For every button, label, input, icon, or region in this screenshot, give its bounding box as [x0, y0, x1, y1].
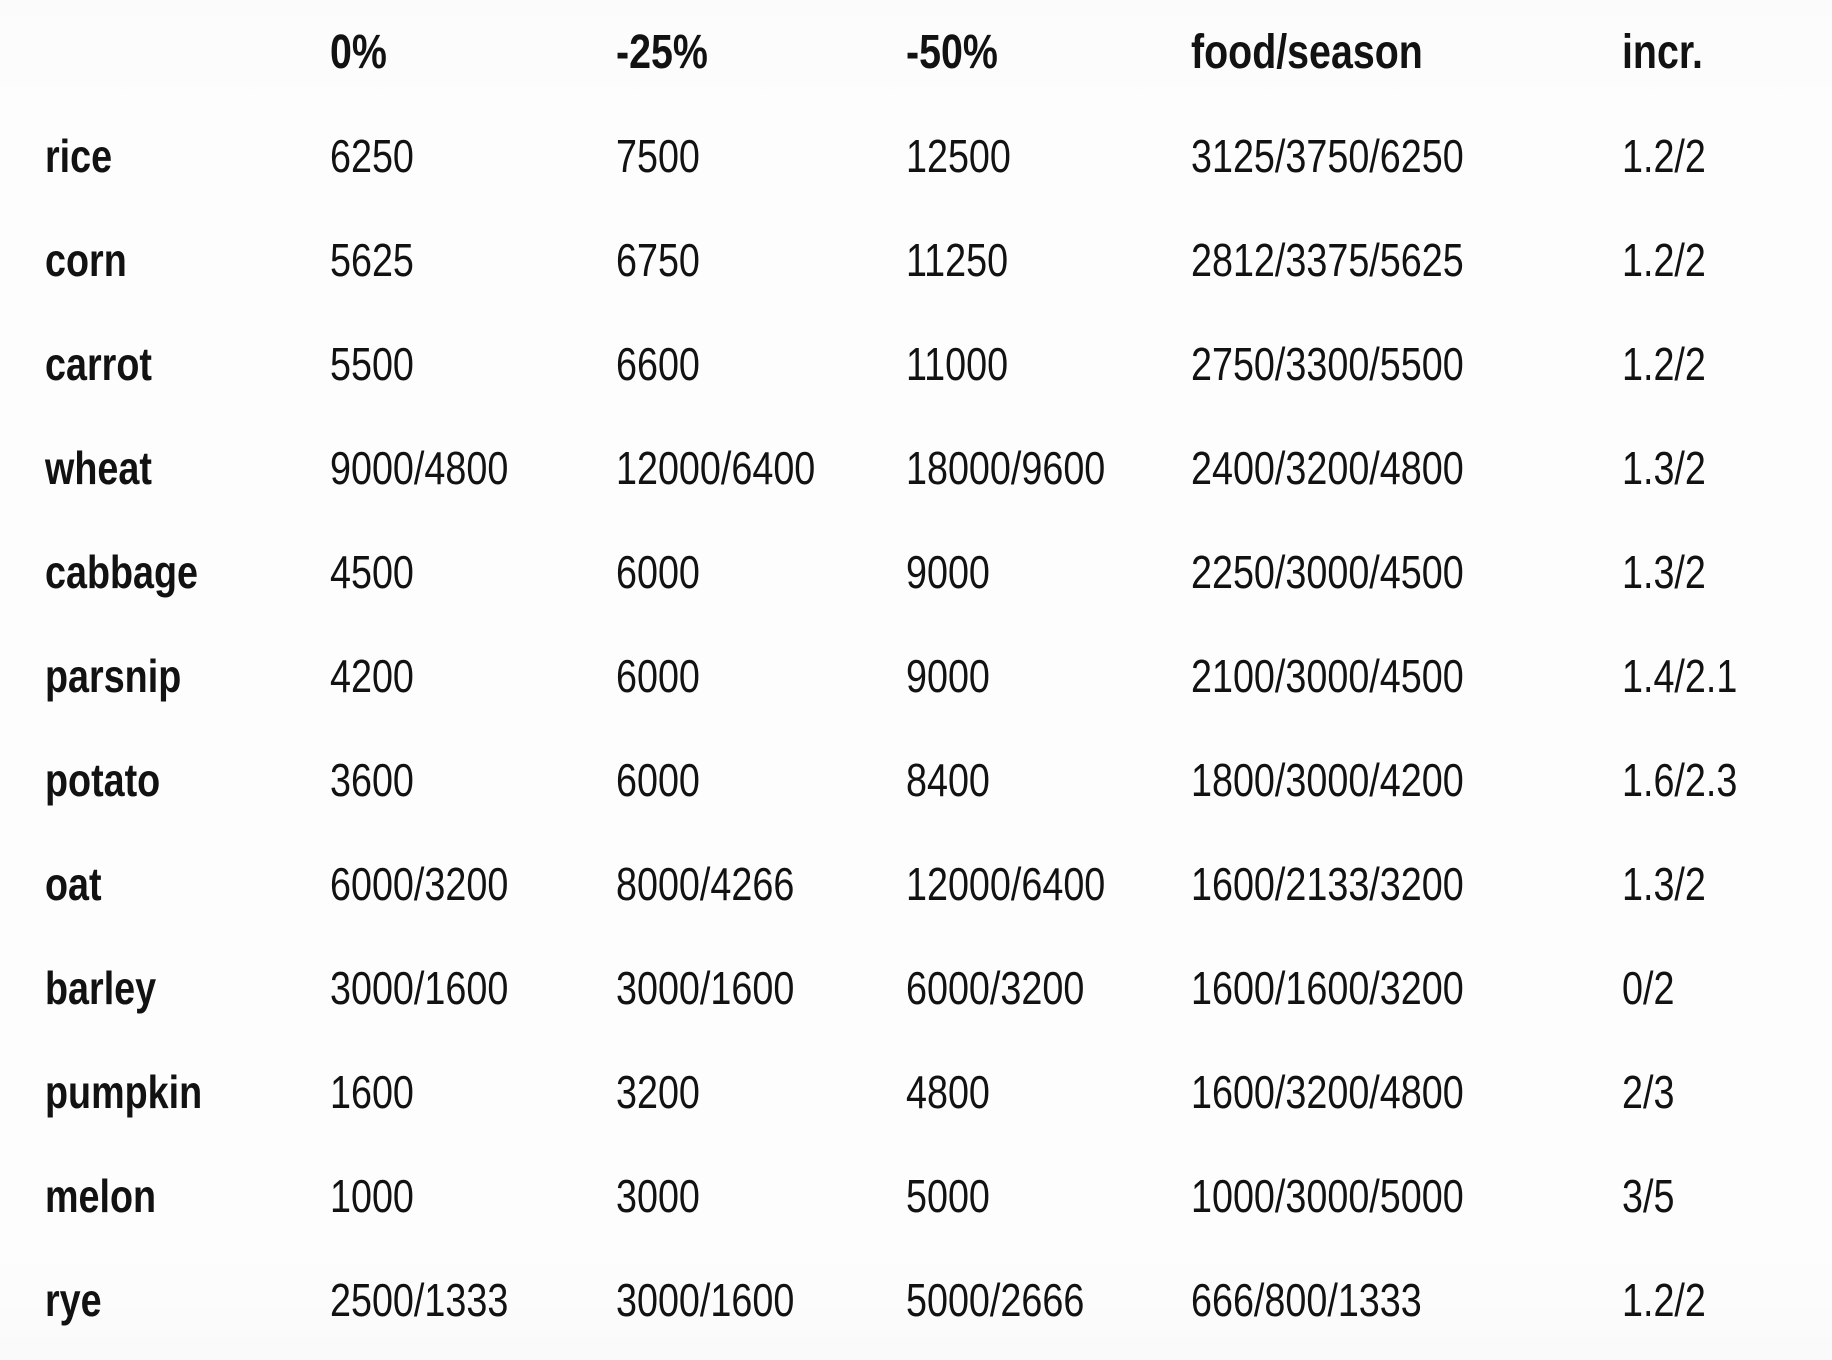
- cell-cabbage-0pct: 4500: [330, 546, 414, 598]
- cell-wheat-incr: 1.3/2: [1622, 442, 1706, 494]
- cell-barley-0pct: 3000/1600: [330, 962, 509, 1014]
- row-label-pumpkin: pumpkin: [45, 1066, 203, 1118]
- cell-pumpkin-minus50pct: 4800: [906, 1066, 990, 1118]
- cell-potato-minus50pct: 8400: [906, 754, 990, 806]
- cell-oat-food-season: 1600/2133/3200: [1191, 858, 1464, 910]
- row-label-wheat: wheat: [45, 442, 152, 494]
- row-label-barley: barley: [45, 962, 157, 1014]
- cell-barley-incr: 0/2: [1622, 962, 1675, 1014]
- cell-pumpkin-incr: 2/3: [1622, 1066, 1675, 1118]
- cell-melon-food-season: 1000/3000/5000: [1191, 1170, 1464, 1222]
- cell-corn-0pct: 5625: [330, 234, 414, 286]
- cell-potato-food-season: 1800/3000/4200: [1191, 754, 1464, 806]
- cell-parsnip-food-season: 2100/3000/4500: [1191, 650, 1464, 702]
- row-label-carrot: carrot: [45, 338, 152, 390]
- cell-rye-minus25pct: 3000/1600: [616, 1274, 795, 1326]
- cell-potato-0pct: 3600: [330, 754, 414, 806]
- cell-barley-food-season: 1600/1600/3200: [1191, 962, 1464, 1014]
- cell-melon-minus50pct: 5000: [906, 1170, 990, 1222]
- cell-cabbage-minus25pct: 6000: [616, 546, 700, 598]
- cell-parsnip-0pct: 4200: [330, 650, 414, 702]
- cell-parsnip-incr: 1.4/2.1: [1622, 650, 1738, 702]
- cell-potato-incr: 1.6/2.3: [1622, 754, 1738, 806]
- cell-rye-incr: 1.2/2: [1622, 1274, 1706, 1326]
- column-header-minus25pct: [616, 0, 906, 104]
- column-header-minus50pct: [906, 0, 1191, 104]
- corner-cell: [45, 0, 330, 104]
- cell-rice-minus50pct: 12500: [906, 130, 1011, 182]
- cell-potato-minus25pct: 6000: [616, 754, 700, 806]
- cell-pumpkin-food-season: 1600/3200/4800: [1191, 1066, 1464, 1118]
- row-label-rice: rice: [45, 130, 113, 182]
- column-header-0pct-label: 0%: [330, 25, 387, 79]
- cell-corn-food-season: 2812/3375/5625: [1191, 234, 1464, 286]
- row-label-melon: melon: [45, 1170, 157, 1222]
- cell-oat-minus50pct: 12000/6400: [906, 858, 1106, 910]
- row-label-oat: oat: [45, 858, 102, 910]
- cell-wheat-minus25pct: 12000/6400: [616, 442, 816, 494]
- cell-carrot-minus50pct: 11000: [906, 338, 1009, 390]
- column-header-incr: [1622, 0, 1832, 104]
- column-header-food-season-label: food/season: [1191, 25, 1423, 79]
- cell-rye-minus50pct: 5000/2666: [906, 1274, 1085, 1326]
- column-header-incr-label: incr.: [1622, 25, 1703, 79]
- column-header-minus25pct-label: -25%: [616, 25, 708, 79]
- cell-rye-0pct: 2500/1333: [330, 1274, 509, 1326]
- row-label-corn: corn: [45, 234, 127, 286]
- cell-corn-minus25pct: 6750: [616, 234, 700, 286]
- row-label-cabbage: cabbage: [45, 546, 199, 598]
- cell-pumpkin-minus25pct: 3200: [616, 1066, 700, 1118]
- cell-cabbage-incr: 1.3/2: [1622, 546, 1706, 598]
- cell-rice-minus25pct: 7500: [616, 130, 700, 182]
- cell-rice-food-season: 3125/3750/6250: [1191, 130, 1464, 182]
- cell-cabbage-food-season: 2250/3000/4500: [1191, 546, 1464, 598]
- row-label-parsnip: parsnip: [45, 650, 182, 702]
- column-header-0pct: [330, 0, 616, 104]
- cell-carrot-incr: 1.2/2: [1622, 338, 1706, 390]
- cell-cabbage-minus50pct: 9000: [906, 546, 990, 598]
- cell-corn-minus50pct: 11250: [906, 234, 1009, 286]
- cell-rice-0pct: 6250: [330, 130, 414, 182]
- cell-wheat-minus50pct: 18000/9600: [906, 442, 1106, 494]
- cell-barley-minus50pct: 6000/3200: [906, 962, 1085, 1014]
- cell-rice-incr: 1.2/2: [1622, 130, 1706, 182]
- cell-melon-minus25pct: 3000: [616, 1170, 700, 1222]
- cell-melon-incr: 3/5: [1622, 1170, 1675, 1222]
- cell-carrot-food-season: 2750/3300/5500: [1191, 338, 1464, 390]
- cell-oat-0pct: 6000/3200: [330, 858, 509, 910]
- cell-parsnip-minus50pct: 9000: [906, 650, 990, 702]
- column-header-food-season: [1191, 0, 1622, 104]
- cell-wheat-0pct: 9000/4800: [330, 442, 509, 494]
- cell-oat-minus25pct: 8000/4266: [616, 858, 795, 910]
- cell-wheat-food-season: 2400/3200/4800: [1191, 442, 1464, 494]
- cell-carrot-0pct: 5500: [330, 338, 414, 390]
- cell-barley-minus25pct: 3000/1600: [616, 962, 795, 1014]
- row-label-potato: potato: [45, 754, 161, 806]
- cell-carrot-minus25pct: 6600: [616, 338, 700, 390]
- cell-oat-incr: 1.3/2: [1622, 858, 1706, 910]
- column-header-minus50pct-label: -50%: [906, 25, 998, 79]
- cell-rye-food-season: 666/800/1333: [1191, 1274, 1422, 1326]
- cell-corn-incr: 1.2/2: [1622, 234, 1706, 286]
- cell-melon-0pct: 1000: [330, 1170, 414, 1222]
- row-label-rye: rye: [45, 1274, 102, 1326]
- cell-parsnip-minus25pct: 6000: [616, 650, 700, 702]
- cell-pumpkin-0pct: 1600: [330, 1066, 414, 1118]
